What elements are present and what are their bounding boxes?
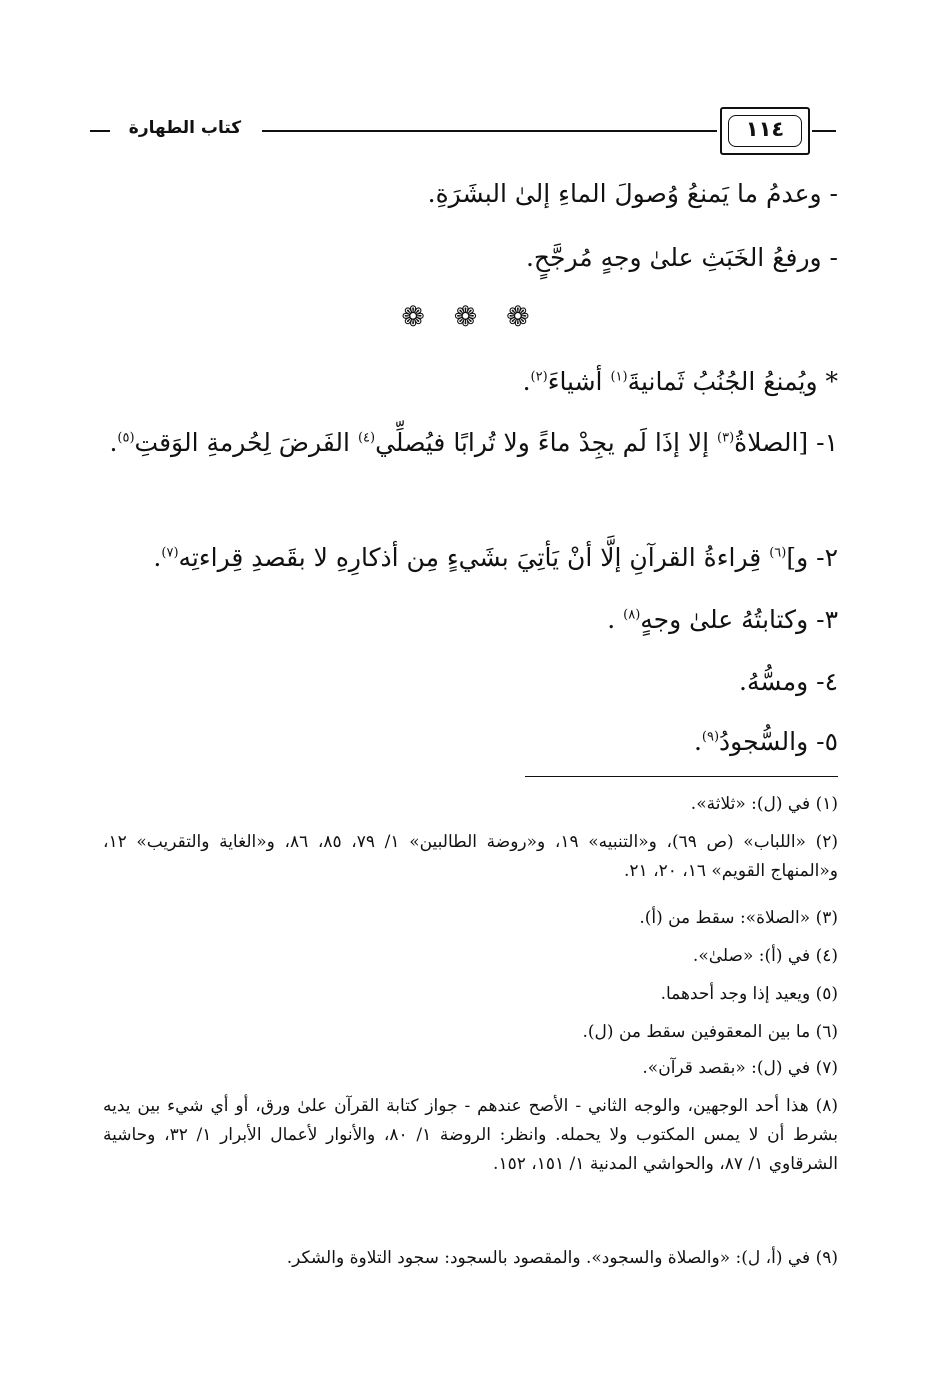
item-intro-text: * ويُمنعُ الجُنُبُ ثَمانيةَ — [627, 367, 838, 396]
footnote-1: (١) في (ل): «ثلاثة». — [690, 794, 838, 814]
header-rule-left — [90, 130, 110, 132]
footnote-ref-2: (٢) — [530, 369, 548, 385]
footnote-7: (٧) في (ل): «بقصد قرآن». — [642, 1058, 838, 1078]
item-2-text-2: قِراءةُ القرآنِ إلَّا أنْ يَأتِيَ بشَيءٍ مِن أذكارِهِ لا بقَصدِ قِراءتِه — [178, 543, 770, 572]
item-3-text: ٣- وكتابتُهُ علىٰ وجهٍ — [640, 605, 838, 634]
footnote-ref-1: (١) — [610, 369, 628, 385]
item-1-text: ١- [الصلاةُ — [734, 428, 838, 457]
footnote-ref-9: (٩) — [701, 729, 720, 745]
item-5-text: ٥- والسُّجودُ — [719, 727, 838, 756]
item-2-end: . — [153, 543, 162, 572]
page-number-box — [720, 107, 810, 155]
header-rule-middle — [262, 130, 717, 132]
item-intro-end: . — [522, 367, 531, 396]
item-1 — [103, 418, 838, 468]
footnote-ref-5: (٥) — [117, 430, 135, 446]
header-rule-right — [812, 130, 836, 132]
page-number: ١١٤ — [745, 117, 785, 141]
footnote-4: (٤) في (أ): «صلىٰ». — [692, 946, 838, 966]
footnote-ref-3: (٣) — [717, 430, 735, 446]
item-5-end: . — [693, 727, 702, 756]
footnote-ref-4: (٤) — [357, 430, 376, 446]
footnote-3: (٣) «الصلاة»: سقط من (أ). — [639, 908, 838, 928]
body-line-1: - وعدمُ ما يَمنعُ وُصولَ الماءِ إلىٰ البشَرَةِ. — [427, 179, 838, 208]
footnote-2: (٢) «اللباب» (ص ٦٩)، و«التنبيه» ١٩، و«روضة الطالبين» ١/ ٧٩، ٨٥، ٨٦، و«الغاية والتقريب» ١٢، و«المنهاج القويم» ١٦، ٢٠، ٢١. — [103, 832, 839, 881]
footnote-6: (٦) ما بين المعقوفين سقط من (ل). — [582, 1022, 838, 1042]
book-title: كتاب الطهارة — [128, 118, 242, 138]
item-1-text-3: الفَرضَ لِحُرمةِ الوَقتِ — [134, 428, 358, 457]
footnote-8: (٨) هذا أحد الوجهين، والوجه الثاني - الأصح عندهم - جواز كتابة القرآن علىٰ ورق، أو أي شيء بين يديه بشرط أن لا يمس المكتوب ولا يحمله. وانظر: الروضة ١/ ٨٠، والأنوار لأعمال الأبرار ١/ ٣٢، وحاشية الشرقاوي ١/ ٨٧، والحواشي المدنية ١/ ١٥١، ١٥٢. — [103, 1096, 838, 1174]
item-1-text-2: إلا إذَا لَم يجِدْ ماءً ولا تُرابًا فيُصلِّي — [375, 428, 718, 457]
footnote-9: (٩) في (أ، ل): «والصلاة والسجود». والمقصود بالسجود: سجود التلاوة والشكر. — [286, 1248, 838, 1268]
footnote-ref-8: (٨) — [623, 607, 641, 623]
footnote-ref-7: (٧) — [161, 545, 179, 561]
item-intro — [103, 364, 838, 400]
section-separator-stars: ❁ ❁ ❁ — [401, 300, 540, 333]
footnote-separator — [525, 776, 838, 777]
item-1-end: . — [109, 428, 118, 457]
footnote-ref-6: (٦) — [769, 545, 787, 561]
footnote-5: (٥) ويعيد إذا وجد أحدهما. — [660, 984, 838, 1004]
item-3 — [103, 602, 838, 638]
item-3-end: . — [607, 605, 624, 634]
item-4: ٤- ومسُّهُ. — [739, 667, 838, 696]
body-line-2: - ورفعُ الخَبَثِ علىٰ وجهٍ مُرجَّحٍ. — [525, 243, 838, 272]
item-2 — [103, 540, 838, 576]
item-intro-text-2: أشياءَ — [547, 367, 611, 396]
item-5 — [103, 724, 838, 760]
item-2-text: ٢- و] — [786, 543, 838, 572]
